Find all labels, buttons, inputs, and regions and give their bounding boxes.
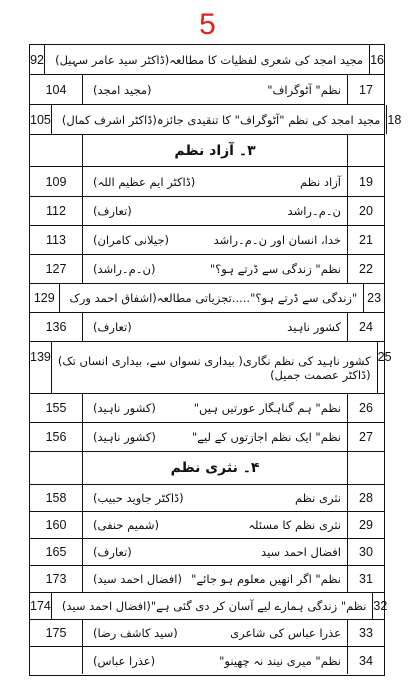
entry-number: 25 [377,342,392,393]
toc-row [30,342,392,394]
toc-row [30,593,388,620]
entry-author: (جیلانی کامران) [93,233,169,247]
entry-number: 20 [347,197,384,225]
entry-author: (مجید امجد) [93,82,152,97]
section-heading-row [30,452,384,485]
entry-author: (تعارف) [93,545,132,559]
table-of-contents [29,44,402,676]
entry-title: نثری نظم [295,491,341,505]
section-heading: ۴۔ نثری نظم [170,460,260,476]
toc-row [30,75,384,105]
entry-number: 31 [347,566,384,592]
entry-title: نظم" ہم گناہگار عورتیں ہیں" [193,401,341,415]
toc-row [30,539,384,566]
entry-title: نظم" زندگی سے ڈرتے ہو؟" [209,262,341,276]
section-heading: ۳۔ آزاد نظم [174,142,256,159]
entry-number: 33 [347,620,384,646]
entry-author: (اشفاق احمد ورک [69,291,157,305]
page-ref: 160 [30,512,83,538]
entry-number: 17 [347,75,384,104]
entry-number: 34 [347,647,384,674]
page-ref: 174 [30,593,52,619]
page-ref: 139 [30,342,52,393]
entry-title: کشور ناہید [287,320,341,334]
page-ref: 112 [30,197,83,225]
entry-author: (ڈاکٹر عصمت جمیل) [270,367,371,382]
toc-row [30,566,384,593]
toc-row [30,197,384,226]
entry-author: (افضال احمد سید) [93,572,182,586]
entry-title: آزاد نظم [299,174,341,189]
entry-author: (سید کاشف رضا) [93,626,178,640]
entry-title: نثری نظم کا مسئلہ [248,518,341,532]
toc-row [30,45,384,75]
entry-number: 24 [347,313,384,341]
entry-number: 30 [347,539,384,565]
page-ref: 105 [30,105,52,134]
toc-row [30,647,384,674]
toc-row [30,255,384,284]
page-ref: 109 [30,167,83,196]
entry-author: (افضال احمد سید) [61,599,151,613]
toc-row [30,394,384,423]
page-ref: 155 [30,394,83,422]
entry-number: 18 [386,105,401,134]
entry-author: (ڈاکٹر ایم عظیم اللہ) [93,174,196,189]
page-ref: 173 [30,566,83,592]
page-ref: 175 [30,620,83,646]
entry-title: ن۔م۔راشد [287,204,341,218]
entry-author: (ڈاکٹر اشرف کمال) [61,112,157,127]
entry-title: عذرا عباس کی شاعری [230,626,341,640]
entry-title: کشور ناہید کی نظم نگاری( بیداری نسواں سے، بیداری انساں تک) [57,353,371,368]
entry-number: 19 [347,167,384,196]
entry-author: (کشور ناہید) [93,401,156,415]
toc-row [30,284,384,313]
entry-number: 22 [347,255,384,283]
page-ref: 165 [30,539,83,565]
entry-number: 27 [347,423,384,451]
page-ref [30,647,83,674]
toc-row [30,105,402,135]
entry-number: 29 [347,512,384,538]
entry-title: افضال احمد سید [261,545,341,559]
entry-title: مجید امجد کی شعری لفظیات کا مطالعہ [169,52,364,67]
entry-title: نظم" زندگی ہمارے لیے آسان کر دی گئی ہے" [150,599,367,613]
toc-row [30,167,384,197]
entry-author: (ڈاکٹر جاوید حبیب) [93,491,184,505]
entry-title: مجید امجد کی نظم "آٹوگراف" کا تنقیدی جائزہ [156,112,381,127]
page-ref: 113 [30,226,83,254]
entry-number: 26 [347,394,384,422]
entry-number: 21 [347,226,384,254]
entry-author: (تعارف) [93,320,132,334]
entry-number: 28 [347,485,384,511]
entry-author: (ن۔م۔راشد) [93,262,156,276]
entry-author: (عذرا عباس) [93,653,156,668]
toc-row [30,226,384,255]
page-ref: 127 [30,255,83,283]
toc-row [30,620,384,647]
toc-row [30,512,384,539]
entry-title: نظم" میری نیند نہ چھینو" [219,653,341,668]
entry-author: (تعارف) [93,204,132,218]
page-ref: 104 [30,75,83,104]
entry-number: 32 [372,593,387,619]
toc-row [30,313,384,342]
page-number: 5 [199,8,216,41]
entry-number: 23 [363,284,384,312]
page-ref: 129 [30,284,60,312]
entry-title: نظم" اگر انھیں معلوم ہو جائے" [191,572,341,586]
toc-row [30,485,384,512]
entry-title: خدا، انسان اور ن۔م۔راشد [213,233,341,247]
entry-author: (کشور ناہید) [93,430,156,444]
entry-author: (شمیم حنفی) [93,518,160,532]
entry-title: "زندگی سے ڈرتے ہو؟".....تجزیاتی مطالعہ [156,291,358,305]
entry-author: (ڈاکٹر سید عامر سہیل) [55,52,170,67]
entry-title: نظم" ایک نظم اجازتوں کے لیے" [192,430,341,444]
page-ref: 156 [30,423,83,451]
page-ref: 158 [30,485,83,511]
page-ref: 136 [30,313,83,341]
page-ref: 92 [30,45,45,74]
entry-number: 16 [369,45,384,74]
toc-row [30,423,384,452]
entry-title: نظم" آٹوگراف" [267,82,341,97]
section-heading-row [30,135,384,167]
